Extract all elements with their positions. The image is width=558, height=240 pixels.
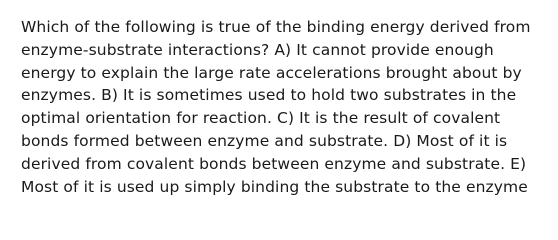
question-line: derived from covalent bonds between enzyme and substrate. E) — [21, 154, 527, 173]
question-line: energy to explain the large rate accelerations brought about by — [21, 63, 522, 82]
question-line: enzyme-substrate interactions? A) It cannot provide enough — [21, 40, 494, 59]
question-line: optimal orientation for reaction. C) It is the result of covalent — [21, 109, 501, 128]
question-text — [21, 16, 551, 198]
question-line: bonds formed between enzyme and substrate. D) Most of it is — [21, 131, 508, 150]
question-line: Which of the following is true of the binding energy derived from — [21, 18, 531, 36]
question-line: enzymes. B) It is sometimes used to hold two substrates in the — [21, 86, 517, 105]
question-line: Most of it is used up simply binding the substrate to the enzyme — [21, 177, 528, 196]
